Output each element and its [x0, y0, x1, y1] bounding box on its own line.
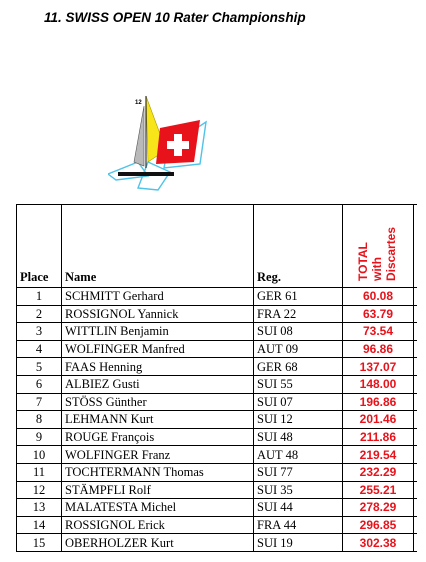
table-row	[17, 375, 418, 393]
extra-cell	[414, 428, 418, 446]
row-place: 6	[17, 375, 62, 393]
row-place: 4	[17, 340, 62, 358]
row-reg: SUI 48	[254, 428, 343, 446]
extra-cell	[414, 358, 418, 376]
row-place: 14	[17, 516, 62, 534]
row-place: 2	[17, 305, 62, 323]
total-label-line1: TOTAL	[356, 242, 370, 281]
jib-sail-icon	[134, 106, 144, 166]
row-name: FAAS Henning	[62, 358, 254, 376]
row-total: 219.54	[343, 446, 414, 464]
results-table	[16, 204, 417, 552]
table-row	[17, 428, 418, 446]
hull-icon	[118, 172, 174, 176]
row-reg: GER 61	[254, 288, 343, 306]
row-name: WITTLIN Benjamin	[62, 323, 254, 341]
row-name: WOLFINGER Manfred	[62, 340, 254, 358]
row-total: 96.86	[343, 340, 414, 358]
row-name: OBERHOLZER Kurt	[62, 534, 254, 552]
row-name: LEHMANN Kurt	[62, 411, 254, 429]
extra-cell	[414, 446, 418, 464]
row-place: 13	[17, 499, 62, 517]
row-reg: GER 68	[254, 358, 343, 376]
row-place: 1	[17, 288, 62, 306]
total-header-rotated	[353, 209, 409, 283]
row-total: 73.54	[343, 323, 414, 341]
extra-cell	[414, 340, 418, 358]
row-total: 302.38	[343, 534, 414, 552]
table-row	[17, 411, 418, 429]
extra-cell	[414, 499, 418, 517]
table-row	[17, 393, 418, 411]
row-reg: AUT 48	[254, 446, 343, 464]
row-total: 232.29	[343, 463, 414, 481]
row-name: ALBIEZ Gusti	[62, 375, 254, 393]
table-row	[17, 358, 418, 376]
row-name: ROSSIGNOL Yannick	[62, 305, 254, 323]
header-place: Place	[17, 205, 62, 288]
row-reg: SUI 08	[254, 323, 343, 341]
row-name: STÖSS Günther	[62, 393, 254, 411]
total-label-line3: Discartes	[384, 226, 398, 281]
extra-cell	[414, 323, 418, 341]
table-row	[17, 340, 418, 358]
row-place: 7	[17, 393, 62, 411]
table-row	[17, 463, 418, 481]
row-place: 5	[17, 358, 62, 376]
extra-cell	[414, 516, 418, 534]
row-name: MALATESTA Michel	[62, 499, 254, 517]
extra-cell	[414, 393, 418, 411]
header-reg: Reg.	[254, 205, 343, 288]
flag-cross-horizontal	[167, 141, 189, 149]
document-title: 11. SWISS OPEN 10 Rater Championship	[44, 10, 306, 25]
extra-cell	[414, 375, 418, 393]
table-row	[17, 499, 418, 517]
row-total: 60.08	[343, 288, 414, 306]
row-total: 63.79	[343, 305, 414, 323]
row-place: 11	[17, 463, 62, 481]
row-name: ROUGE François	[62, 428, 254, 446]
row-place: 8	[17, 411, 62, 429]
row-name: TOCHTERMANN Thomas	[62, 463, 254, 481]
row-name: SCHMITT Gerhard	[62, 288, 254, 306]
header-total	[343, 205, 414, 288]
row-total: 296.85	[343, 516, 414, 534]
row-reg: SUI 35	[254, 481, 343, 499]
row-place: 10	[17, 446, 62, 464]
extra-cell	[414, 305, 418, 323]
sailboat-flag-logo	[108, 92, 212, 202]
total-label-line2: with	[370, 257, 384, 281]
table-row	[17, 446, 418, 464]
row-reg: SUI 19	[254, 534, 343, 552]
row-reg: FRA 22	[254, 305, 343, 323]
row-total: 278.29	[343, 499, 414, 517]
table-row	[17, 516, 418, 534]
row-name: STÄMPFLI Rolf	[62, 481, 254, 499]
row-name: ROSSIGNOL Erick	[62, 516, 254, 534]
row-reg: FRA 44	[254, 516, 343, 534]
row-total: 201.46	[343, 411, 414, 429]
extra-cell	[414, 411, 418, 429]
row-reg: AUT 09	[254, 340, 343, 358]
row-place: 9	[17, 428, 62, 446]
header-row	[17, 205, 418, 288]
row-total: 148.00	[343, 375, 414, 393]
row-total: 137.07	[343, 358, 414, 376]
header-name: Name	[62, 205, 254, 288]
row-total: 211.86	[343, 428, 414, 446]
row-reg: SUI 07	[254, 393, 343, 411]
row-place: 15	[17, 534, 62, 552]
extra-cell	[414, 463, 418, 481]
extra-cell	[414, 481, 418, 499]
row-total: 255.21	[343, 481, 414, 499]
row-place: 3	[17, 323, 62, 341]
table-row	[17, 288, 418, 306]
row-reg: SUI 55	[254, 375, 343, 393]
row-total: 196.86	[343, 393, 414, 411]
table-row	[17, 481, 418, 499]
table-row	[17, 534, 418, 552]
row-name: WOLFINGER Franz	[62, 446, 254, 464]
table-row	[17, 305, 418, 323]
row-reg: SUI 44	[254, 499, 343, 517]
table-row	[17, 323, 418, 341]
row-place: 12	[17, 481, 62, 499]
extra-cell	[414, 288, 418, 306]
sail-number: 12	[135, 100, 142, 106]
row-reg: SUI 12	[254, 411, 343, 429]
extra-cell	[414, 534, 418, 552]
regatta-logo	[108, 92, 212, 202]
extra-column	[414, 205, 418, 288]
row-reg: SUI 77	[254, 463, 343, 481]
